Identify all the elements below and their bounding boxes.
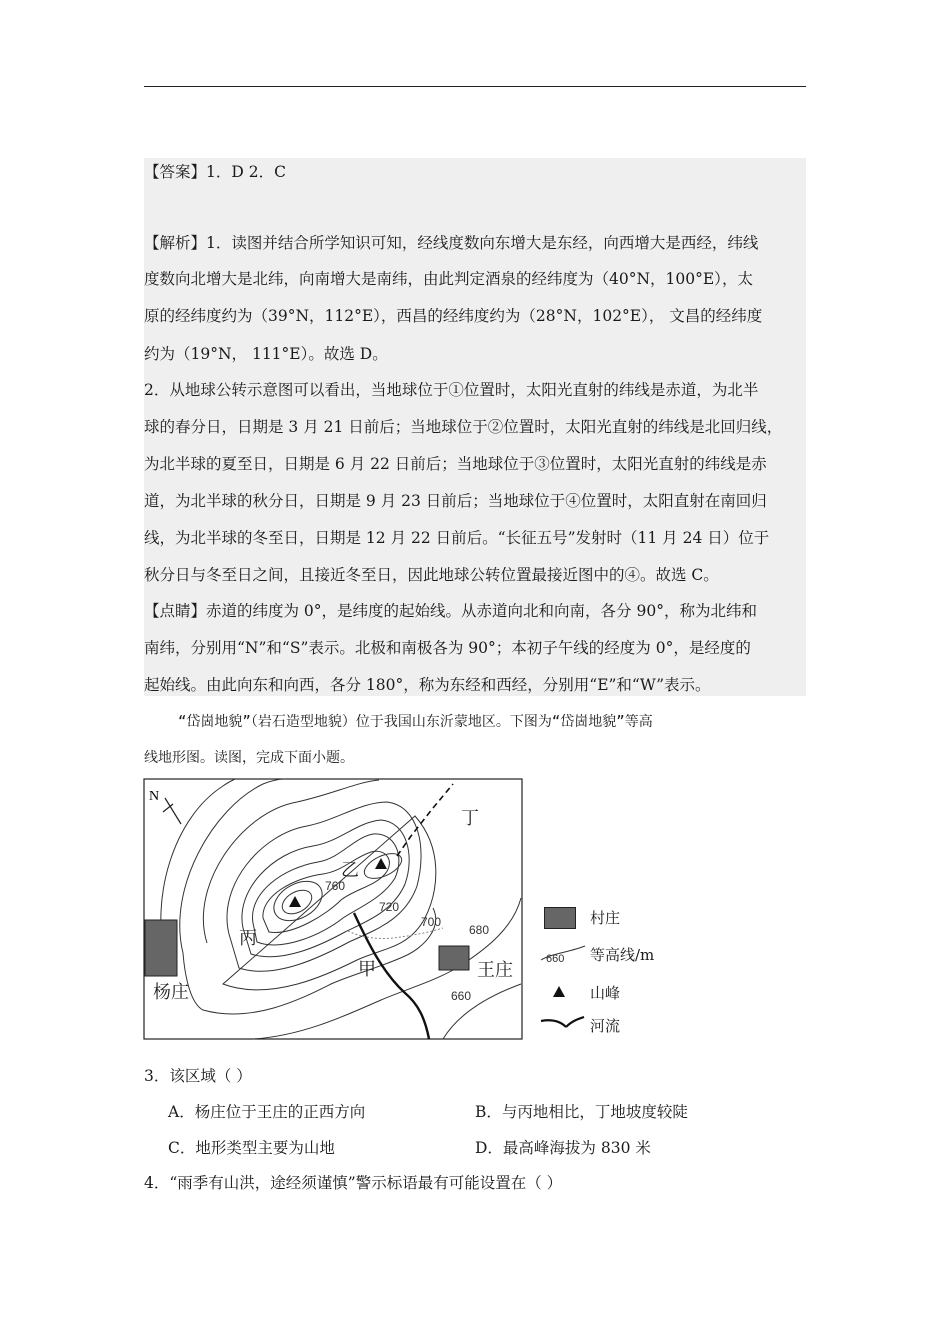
contour-map — [143, 778, 523, 1040]
analysis-line: 度数向北增大是北纬，向南增大是南纬，由此判定酒泉的经纬度为（40°N，100°E），太 — [144, 270, 753, 288]
contour-label-760: 760 — [325, 879, 346, 893]
village-wangzhuang — [439, 946, 469, 970]
analysis-line: 2．从地球公转示意图可以看出，当地球位于①位置时，太阳光直射的纬线是赤道，为北半 — [144, 381, 759, 399]
analysis-line: 为北半球的夏至日，日期是 6 月 22 日前后；当地球位于③位置时，太阳光直射的纬线是赤 — [144, 455, 767, 473]
north-label: N — [149, 789, 160, 804]
river-icon — [540, 1013, 586, 1037]
tip-line: 起始线。由此向东和向西，各分 180°，称为东经和西经，分别用“E”和“W”表示。 — [144, 676, 711, 694]
label-yi: 乙 — [341, 860, 359, 880]
tip-line: 【点睛】赤道的纬度为 0°，是纬度的起始线。从赤道向北和向南，各分 90°，称为北纬和 — [144, 602, 757, 620]
contour-line-icon — [540, 942, 586, 968]
contour-label-720: 720 — [379, 900, 400, 914]
question-4: 4．“雨季有山洪，途经须谨慎”警示标语最有可能设置在（ ） — [144, 1174, 563, 1192]
option-3c: C．地形类型主要为山地 — [168, 1139, 335, 1157]
analysis-line: 约为（19°N， 111°E）。故选 D。 — [144, 345, 388, 363]
village-yangzhuang — [145, 920, 177, 976]
header-rule — [144, 86, 806, 87]
legend-peak: 山峰 — [540, 980, 700, 1004]
option-3d: D．最高峰海拔为 830 米 — [475, 1139, 651, 1157]
analysis-line: 原的经纬度约为（39°N，112°E），西昌的经纬度约为（28°N，102°E）， 文昌的经纬度 — [144, 307, 763, 325]
analysis-line: 【解析】1．读图并结合所学知识可知，经线度数向东增大是东经，向西增大是西经，纬线 — [144, 234, 759, 252]
label-bing: 丙 — [239, 928, 257, 948]
analysis-line: 秋分日与冬至日之间，且接近冬至日，因此地球公转位置最接近图中的④。故选 C。 — [144, 566, 719, 584]
svg-text:660: 660 — [546, 953, 565, 965]
legend-river: 河流 — [540, 1013, 700, 1037]
option-3b: B．与丙地相比，丁地坡度较陡 — [475, 1103, 688, 1121]
contour-label-680: 680 — [469, 923, 490, 937]
label-jia: 甲 — [358, 959, 376, 979]
analysis-line: 道，为北半球的秋分日，日期是 9 月 23 日前后；当地球位于④位置时，太阳直射在南回归 — [144, 492, 767, 510]
analysis-line: 球的春分日，日期是 3 月 21 日前后；当地球位于②位置时，太阳光直射的纬线是北回归线， — [144, 418, 783, 436]
peak-icon — [540, 980, 580, 1004]
contour-label-700: 700 — [421, 915, 442, 929]
answer-line: 【答案】1．D 2．C — [144, 163, 286, 181]
label-wangzhuang: 王庄 — [477, 960, 513, 980]
label-yangzhuang: 杨庄 — [153, 982, 189, 1002]
legend-village: 村庄 — [540, 905, 700, 929]
option-3a: A．杨庄位于王庄的正西方向 — [168, 1103, 366, 1121]
village-icon — [544, 907, 576, 929]
map-legend — [540, 900, 700, 1040]
analysis-line: 线，为北半球的冬至日，日期是 12 月 22 日前后。“长征五号”发射时（11 月 24 日）位于 — [144, 529, 770, 547]
contour-label-660: 660 — [451, 989, 472, 1003]
label-ding: 丁 — [461, 808, 479, 828]
intro-line: “岱崮地貌”（岩石造型地貌）位于我国山东沂蒙地区。下图为“岱崮地貌”等高 — [178, 714, 653, 730]
question-3: 3．该区域（ ） — [144, 1067, 252, 1085]
tip-line: 南纬，分别用“N”和“S”表示。北极和南极各为 90°；本初子午线的经度为 0°，是经度的 — [144, 639, 751, 657]
legend-contour: 660 等高线/m — [540, 942, 700, 966]
intro-line: 线地形图。读图，完成下面小题。 — [144, 750, 354, 766]
